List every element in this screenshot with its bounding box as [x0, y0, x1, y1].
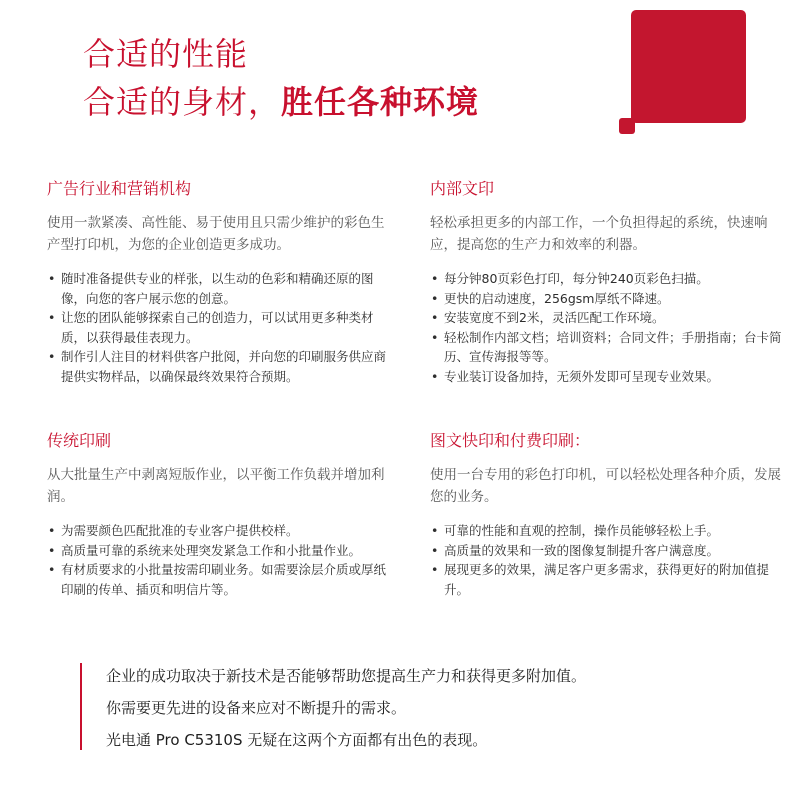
- red-square-logo-icon: [631, 10, 746, 123]
- section-intro: 轻松承担更多的内部工作，一个负担得起的系统，快速响应，提高您的生产力和效率的利器。: [430, 215, 768, 253]
- section-advertising: [47, 178, 392, 386]
- bullet-list: [47, 269, 392, 386]
- list-item: • 可靠的性能和直观的控制，操作员能够轻松上手。: [430, 521, 785, 541]
- list-item: • 为需要颜色匹配批准的专业客户提供校样。: [47, 521, 392, 541]
- section-intro: 使用一款紧凑、高性能、易于使用且只需少维护的彩色生产型打印机，为您的企业创造更多成功。: [47, 215, 385, 253]
- list-item: • 有材质要求的小批量按需印刷业务。如需要涂层介质或厚纸印刷的传单、插页和明信片等。: [47, 560, 392, 599]
- section-traditional-printing: [47, 430, 392, 599]
- bullet-list: [430, 521, 785, 599]
- hero-line-2-regular: 合适的身材，: [83, 83, 282, 121]
- list-item: • 制作引人注目的材料供客户批阅，并向您的印刷服务供应商提供实物样品，以确保最终效果符合预期。: [47, 347, 392, 386]
- hero-line-2-bold: 胜任各种环境: [281, 83, 480, 121]
- list-item: • 每分钟80页彩色打印，每分钟240页彩色扫描。: [430, 269, 785, 289]
- section-title: 传统印刷: [47, 431, 112, 450]
- section-quick-print: [430, 430, 785, 599]
- list-item: • 高质量的效果和一致的图像复制提升客户满意度。: [430, 541, 785, 561]
- list-item: • 安装宽度不到2米，灵活匹配工作环境。: [430, 308, 785, 328]
- list-item: • 展现更多的效果，满足客户更多需求，获得更好的附加值提升。: [430, 560, 785, 599]
- list-item: • 专业装订设备加持，无须外发即可呈现专业效果。: [430, 367, 785, 387]
- bullet-list: [430, 269, 785, 386]
- section-inhouse-printing: [430, 178, 785, 386]
- accent-bar: [80, 663, 82, 750]
- section-intro: 使用一台专用的彩色打印机，可以轻松处理各种介质，发展您的业务。: [430, 467, 781, 505]
- red-square-logo-small-icon: [619, 118, 635, 134]
- footer-text: [106, 660, 586, 756]
- list-item: • 随时准备提供专业的样张，以生动的色彩和精确还原的图像，向您的客户展示您的创意。: [47, 269, 392, 308]
- footer-line-2: 你需要更先进的设备来应对不断提升的需求。: [106, 699, 407, 717]
- footer-line-1: 企业的成功取决于新技术是否能够帮助您提高生产力和获得更多附加值。: [106, 667, 587, 685]
- section-title: 内部文印: [430, 179, 495, 198]
- list-item: • 高质量可靠的系统来处理突发紧急工作和小批量作业。: [47, 541, 392, 561]
- hero-line-1: 合适的性能: [83, 35, 249, 73]
- list-item: • 更快的启动速度，256gsm厚纸不降速。: [430, 289, 785, 309]
- bullet-list: [47, 521, 392, 599]
- footer-line-3: 光电通 Pro C5310S 无疑在这两个方面都有出色的表现。: [106, 731, 488, 749]
- hero-heading: [83, 30, 479, 126]
- list-item: • 让您的团队能够探索自己的创造力，可以试用更多种类材质，以获得最佳表现力。: [47, 308, 392, 347]
- section-title: 图文快印和付费印刷：: [430, 431, 591, 450]
- section-title: 广告行业和营销机构: [47, 179, 192, 198]
- hero-line-2: [83, 78, 479, 126]
- list-item: • 轻松制作内部文档；培训资料；合同文件；手册指南；台卡简历、宣传海报等等。: [430, 328, 785, 367]
- section-intro: 从大批量生产中剥离短版作业，以平衡工作负载并增加利润。: [47, 467, 385, 505]
